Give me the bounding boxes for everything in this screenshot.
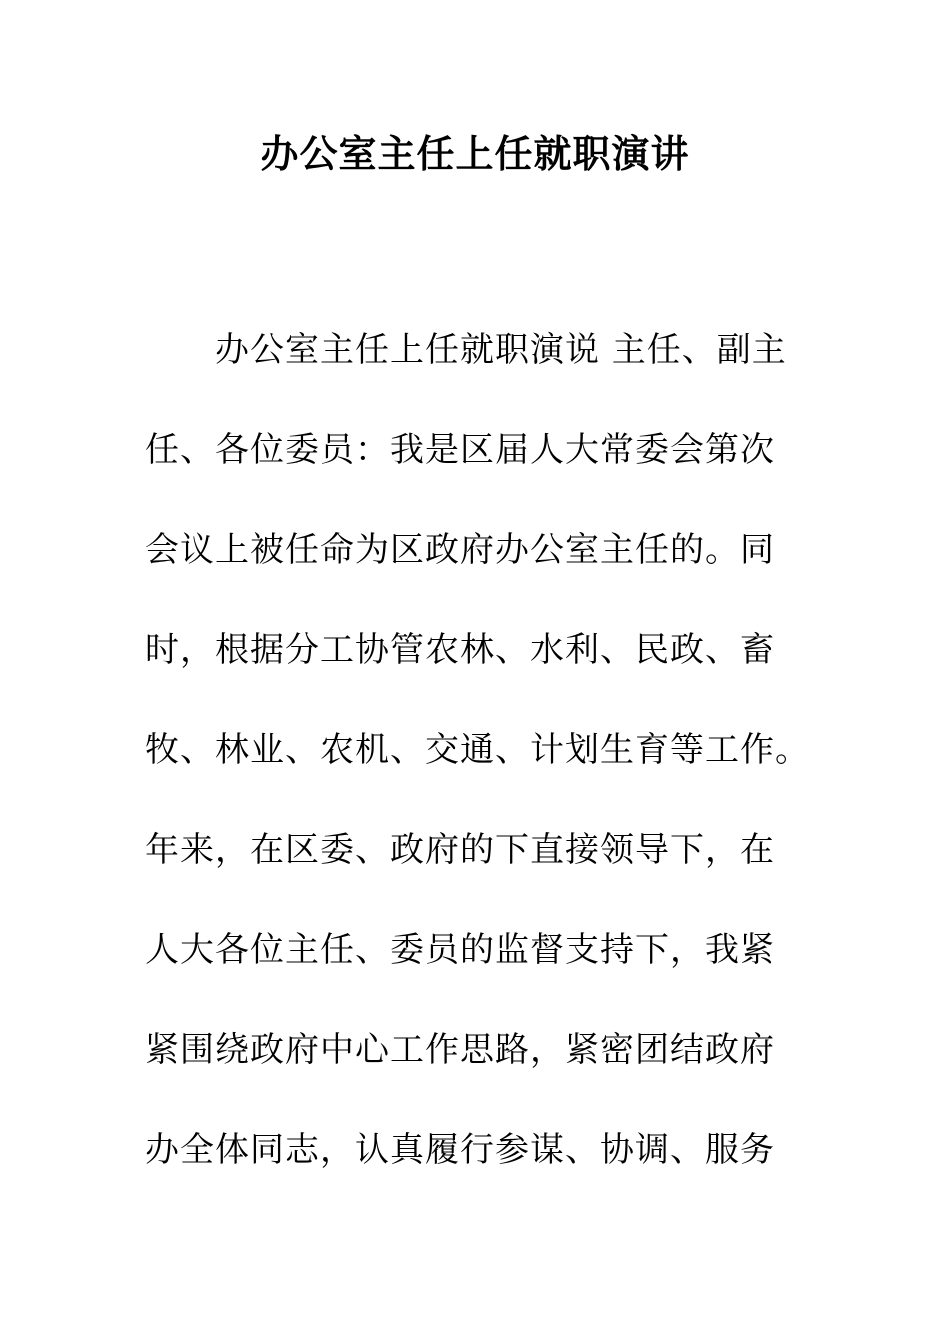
body-line-3: 会议上被任命为区政府办公室主任的。同 (145, 530, 775, 570)
body-line-9: 办全体同志，认真履行参谋、协调、服务 (145, 1130, 775, 1170)
body-line-2: 任、各位委员：我是区届人大常委会第次 (145, 430, 775, 470)
document-body (145, 300, 810, 1200)
body-line-8: 紧围绕政府中心工作思路，紧密团结政府 (145, 1030, 775, 1070)
body-line-4: 时，根据分工协管农林、水利、民政、畜 (145, 630, 775, 670)
body-line-1: 办公室主任上任就职演说 主任、副主 (215, 330, 787, 370)
body-line-7: 人大各位主任、委员的监督支持下，我紧 (145, 930, 775, 970)
document-title: 办公室主任上任就职演讲 (260, 131, 690, 176)
body-line-6: 年来，在区委、政府的下直接领导下，在 (145, 830, 775, 870)
body-line-5: 牧、林业、农机、交通、计划生育等工作。 (145, 730, 810, 770)
